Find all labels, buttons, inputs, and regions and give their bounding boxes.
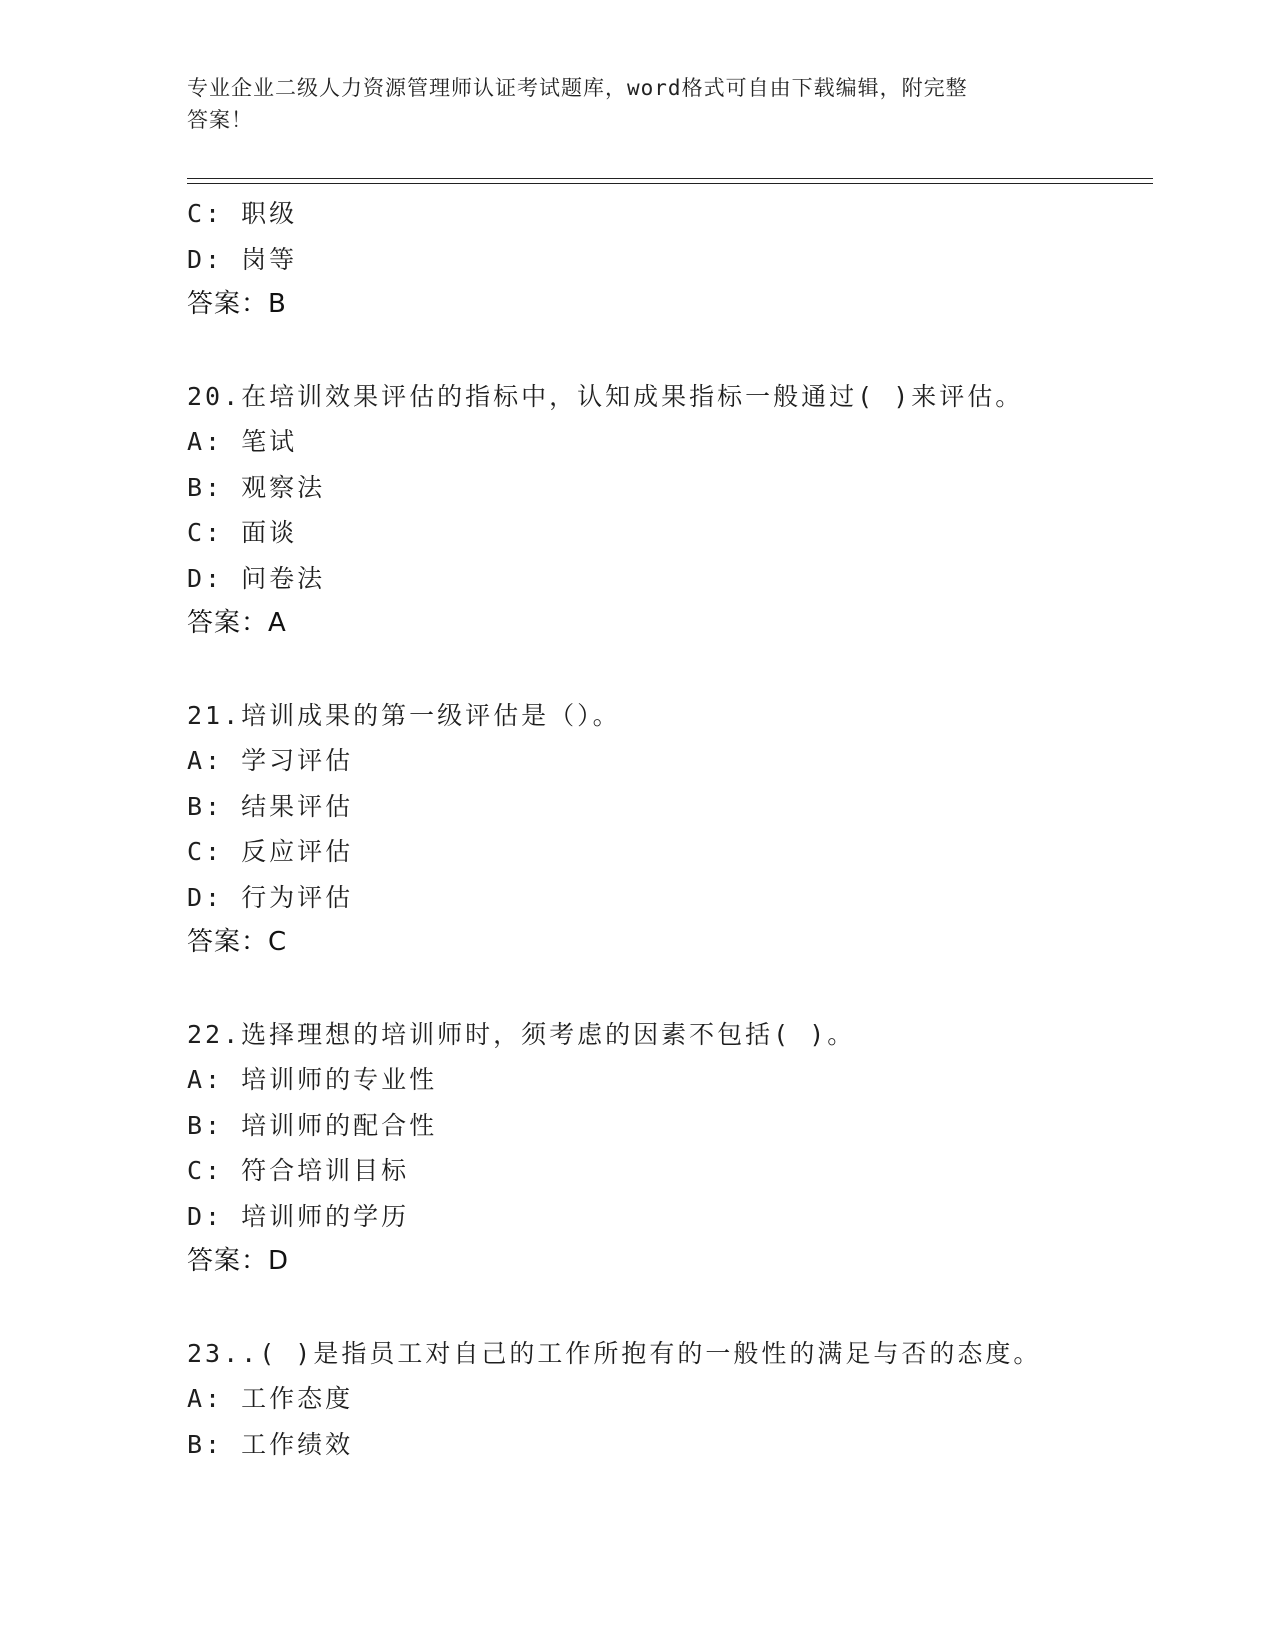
- option-a: A: 学习评估: [187, 746, 354, 775]
- answer: 答案：D: [187, 1246, 290, 1276]
- question-22: [187, 1012, 1147, 1285]
- option-c: C: 反应评估: [187, 837, 354, 866]
- option-a: A: 培训师的专业性: [187, 1065, 438, 1094]
- question-23: [187, 1331, 1147, 1468]
- spacer: [187, 647, 1147, 693]
- answer: 答案：C: [187, 927, 288, 957]
- question-21: [187, 693, 1147, 966]
- question-text: 23..( )是指员工对自己的工作所抱有的一般性的满足与否的态度。: [187, 1338, 1042, 1368]
- option-c: C: 符合培训目标: [187, 1156, 410, 1185]
- header-divider-bottom: [187, 183, 1153, 184]
- option-b: B: 培训师的配合性: [187, 1110, 438, 1140]
- answer: 答案：A: [187, 608, 287, 638]
- header-divider-top: [187, 178, 1153, 179]
- question-text: 20.在培训效果评估的指标中，认知成果指标一般通过( )来评估。: [187, 381, 1024, 411]
- option-a: A: 笔试: [187, 427, 298, 456]
- document-header: [187, 72, 1087, 136]
- option-b: B: 结果评估: [187, 791, 354, 821]
- question-20: [187, 374, 1147, 647]
- option-a: A: 工作态度: [187, 1384, 354, 1413]
- header-line-2: 答案！: [187, 108, 253, 132]
- question-19-continuation: [187, 191, 1147, 328]
- option-c: C: 职级: [187, 199, 298, 228]
- option-b: B: 工作绩效: [187, 1429, 354, 1459]
- option-d: D: 问卷法: [187, 563, 326, 593]
- spacer: [187, 966, 1147, 1012]
- option-b: B: 观察法: [187, 472, 326, 502]
- question-text: 22.选择理想的培训师时，须考虑的因素不包括( )。: [187, 1019, 856, 1049]
- question-text: 21.培训成果的第一级评估是（）。: [187, 700, 621, 730]
- option-d: D: 培训师的学历: [187, 1201, 410, 1231]
- question-list: [187, 191, 1147, 1467]
- answer: 答案：B: [187, 289, 287, 319]
- option-d: D: 行为评估: [187, 882, 354, 912]
- option-c: C: 面谈: [187, 518, 298, 547]
- option-d: D: 岗等: [187, 244, 298, 274]
- spacer: [187, 328, 1147, 374]
- header-line-1: 专业企业二级人力资源管理师认证考试题库，word格式可自由下载编辑，附完整: [187, 76, 968, 100]
- spacer: [187, 1285, 1147, 1331]
